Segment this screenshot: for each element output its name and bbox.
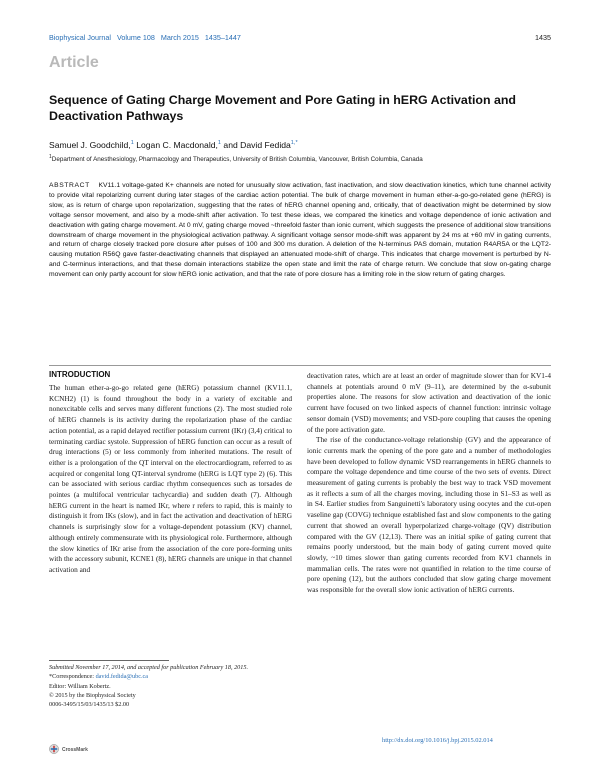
correspondence-label: *Correspondence: (49, 673, 95, 681)
page-number: 1435 (535, 33, 551, 42)
crossmark-icon (49, 744, 59, 756)
crossmark-label: CrossMark (62, 747, 88, 753)
correspondence-note (49, 673, 292, 681)
editor-note: Editor: William Kobertz. (49, 682, 111, 690)
submission-note: Submitted November 17, 2014, and accepted for publication February 18, 2015. (49, 664, 249, 671)
author-list (49, 140, 298, 150)
article-kind: Article (49, 54, 99, 71)
doi-link[interactable]: http://dx.doi.org/10.1016/j.bpj.2015.02.014 (382, 737, 493, 744)
section-divider (49, 365, 551, 366)
footnote-divider (49, 660, 169, 661)
body-paragraph: The rise of the conductance-voltage relationship (GV) and the appearance of ionic currents mark the opening of the pore gate and a number of methodologies have been developed to follow dynamic VSD rearrangements in hERG channels to compare the voltage dependence and time course of the two sets of events. Direct measurement of gating currents is probably the best way to track VSD movement as it reflects a sum of all the charges moving, including those in S1–S3 as well as in S4. Earlier studies from Sanguinetti's laboratory using oocytes and the cut-open vaseline gap (COVG) technique established fast and slow components to the gating current that showed an overall hyperpolarized charge-voltage (QV) distribution compared with the GV (12,13). There was an initial spike of gating current that remains poorly understood, but the main body of gating current moved quite slowly, ~10 times slower than gating currents recorded from KV1 channels in mammalian cells. The rates were not quantified in relation to the time course of pore opening (12), but the authors concluded that slow gating charge movement was responsible for the overall slow ionic activation of hERG currents. (307, 435, 551, 595)
affiliation-text: Department of Anesthesiology, Pharmacology and Therapeutics, University of British Columbia, Vancouver, British Columbia, Canada (51, 156, 423, 164)
crossmark-badge[interactable] (49, 744, 88, 756)
doi (382, 737, 493, 744)
section-heading-introduction: INTRODUCTION (49, 370, 111, 379)
page-range: 1435–1447 (204, 33, 241, 42)
affiliation-sup: 1 (49, 154, 52, 160)
volume: Volume 108 (116, 33, 155, 42)
body-paragraph: deactivation rates, which are at least an order of magnitude slower than for KV1-4 channels at potentials around 0 mV (9–11), are determined by the α-subunit properties alone. The reasons for slow activation and deactivation of the ionic current have focused on two linked aspects of channel function: intrinsic voltage sensor domain (VSD) movements; and VSD-pore coupling that causes the opening of the pore activation gate. (307, 371, 551, 434)
footnotes (49, 664, 292, 710)
author-affil-sup: 1 (130, 140, 134, 147)
author-name: Logan C. Macdonald, (136, 140, 218, 150)
body-column-right (307, 371, 551, 749)
affiliation (49, 154, 423, 163)
journal-name[interactable]: Biophysical Journal (49, 33, 111, 42)
copyright-note: © 2015 by the Biophysical Society (49, 691, 136, 699)
abstract (49, 181, 551, 280)
author-affil-sup[interactable]: 1,* (290, 140, 298, 147)
correspondence-email-link[interactable]: david.fedida@ubc.ca (95, 673, 149, 681)
abstract-text: KV11.1 voltage-gated K+ channels are noted for unusually slow activation, fast inactivation, and slow deactivation kinetics, which tune channel activity to provide vital repolarizing current during later stages of the cardiac action potential. The bulk of charge movement in human ether-a-go-go-related gene (hERG) is slow, as is return of charge upon repolarization, suggesting that the rates of hERG channel opening and, critically, that of deactivation might be determined by slow voltage sensor movement, and also by a mode-shift after activation. To test these ideas, we compared the kinetics and voltage dependence of ionic activation and deactivation with gating charge movement. At 0 mV, gating charge moved ~threefold faster than ionic current, which suggests the presence of additional slow transitions downstream of charge movement in the physiological activation pathway. A significant voltage sensor mode-shift was apparent by 24 ms at +60 mV in gating currents, and return of charge closely tracked pore closure after pulses of 100 and 300 ms duration. A deletion of the N-terminus PAS domain, mutation R4AR5A or the LQT2-causing mutation R56Q gave faster-deactivating channels that displayed an attenuated mode-shift of charge. This indicates that charge movement is perturbed by N- and C-terminus interactions, and that these domain interactions stabilize the open state and limit the rate of charge return. We conclude that slow on-gating charge movement can only partly account for slow hERG ionic activation, and that the rate of pore closure has a limiting role in the slow return of gating charges. (49, 182, 551, 279)
body-column-left (49, 383, 292, 653)
author-name: and David Fedida (223, 140, 291, 150)
issn-note: 0006-3495/15/03/1435/13 $2.00 (49, 701, 130, 709)
abstract-label: ABSTRACT (49, 182, 90, 189)
running-header (49, 33, 551, 42)
author-name: Samuel J. Goodchild, (49, 140, 131, 150)
issue-date: March 2015 (160, 33, 199, 42)
author-affil-sup: 1 (217, 140, 222, 147)
paper-title: Sequence of Gating Charge Movement and Pore Gating in hERG Activation and Deactivation Pathways (49, 93, 517, 123)
body-paragraph: The human ether-a-go-go related gene (hERG) potassium channel (KV11.1, KCNH2) (1) is found throughout the body in a variety of excitable and nonexcitable cells and serves many different functions (2). The most studied role of hERG channels is its activity during the repolarization phase of the cardiac action potential, as a rapid delayed rectifier potassium current (IKr) (3,4) critical to terminating cardiac systole. Suppression of hERG function can occur as a result of drug interactions (5) or less commonly from inherited mutations. The result of either is a prolongation of the QT interval on the electrocardiogram, referred to as acquired or congenital long QT-interval syndrome (hERG is LQT type 2) (6). This can be associated with serious cardiac rhythm consequences such as torsades de pointes (a multifocal ventricular tachycardia) and sudden death (7). Although hERG current in the heart is named IKr, where r refers to rapid, this is mainly to distinguish it from IKs (slow), and in fact the activation and deactivation of hERG channels is surprisingly slow for a voltage-dependent potassium (KV) channel, although entirely commensurate with its physiological role. Furthermore, although the slow kinetics of IKr arise from the association of the core pore-forming units with the accessory subunit, KCNE1 (8), hERG channels are unique in that channel activation and (49, 383, 292, 574)
